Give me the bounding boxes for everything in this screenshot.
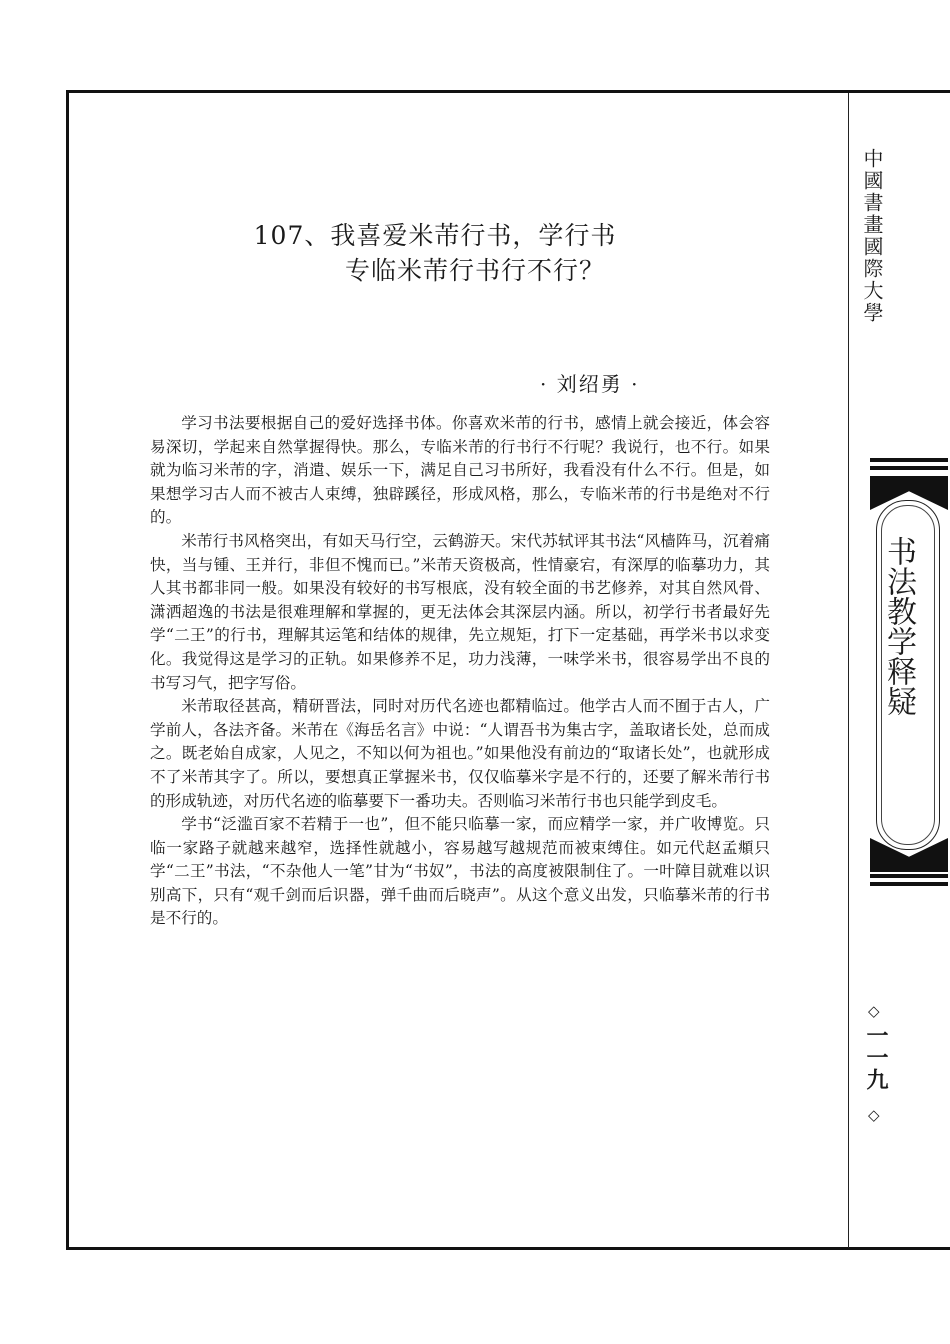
diamond-icon: ◇ [868,1106,880,1124]
paragraph: 学习书法要根据自己的爱好选择书体。你喜欢米芾的行书，感情上就会接近，体会容易深切，学起来自然掌握得快。那么，专临米芾的行书行不行呢？我说行，也不行。如果就为临习米芾的字，消遣、娱乐一下，满足自己习书所好，我看没有什么不行。但是，如果想学习古人而不被古人束缚，独辟蹊径，形成风格，那么，专临米芾的行书是绝对不行的。 [150,414,770,527]
article-body [150,412,770,931]
author-byline: · 刘绍勇 · [540,372,640,396]
paragraph: 米芾行书风格突出，有如天马行空，云鹤游天。宋代苏轼评其书法“风樯阵马，沉着痛快，当与锺、王并行，非但不愧而已。”米芾天资极高，性情豪宕，有深厚的临摹功力，其人其书都非同一般。如果没有较好的书写根底，没有较全面的书艺修养，对其自然风骨、潇洒超逸的书法是很难理解和掌握的，更无法体会其深层内涵。所以，初学行书者最好先学“二王”的行书，理解其运笔和结体的规律，先立规矩，打下一定基础，再学米书以求变化。我觉得这是学习的正轨。如果修养不足，功力浅薄，一味学米书，很容易学出不良的书写习气，把字写俗。 [150,531,770,692]
ornament-bar-bottom-2 [870,882,948,886]
series-title: 中國書畫國際大學 [860,148,884,324]
section-title: 书法教学释疑 [881,536,916,716]
paragraph: 学书“泛滥百家不若精于一也”，但不能只临摹一家，而应精学一家，并广收博览。只临一家路子就越来越窄，选择性就越小，容易越写越规范而被束缚住。如元代赵孟頫只学“二王”书法，“不杂他人一笔”甘为“书奴”，书法的高度被限制住了。一叶障目就难以识别高下，只有“观千剑而后识器，弹千曲而后晓声”。从这个意义出发，只临摹米芾的行书是不行的。 [150,815,770,928]
ornament-bar-top-2 [870,466,948,470]
sidebar-divider [848,93,849,1248]
ornament-bar-top [870,458,948,462]
article-title-line1: 107、我喜爱米芾行书，学行书 [253,221,617,250]
article-title-line2: 专临米芾行书行不行？ [344,256,605,285]
ornament-bar-bottom [870,874,948,878]
diamond-icon: ◇ [868,1002,880,1020]
paragraph: 米芾取径甚高，精研晋法，同时对历代名迹也都精临过。他学古人而不囿于古人，广学前人，各法齐备。米芾在《海岳名言》中说：“人谓吾书为集古字，盖取诸长处，总而成之。既老始自成家，人见之，不知以何为祖也。”如果他没有前边的“取诸长处”，也就形成不了米芾其字了。所以，要想真正掌握米书，仅仅临摹米字是不行的，还要了解米芾行书的形成轨迹，对历代名迹的临摹要下一番功夫。否则临习米芾行书也只能学到皮毛。 [150,697,770,810]
article-title [120,218,800,288]
page-number: 一一九 [863,1024,889,1090]
